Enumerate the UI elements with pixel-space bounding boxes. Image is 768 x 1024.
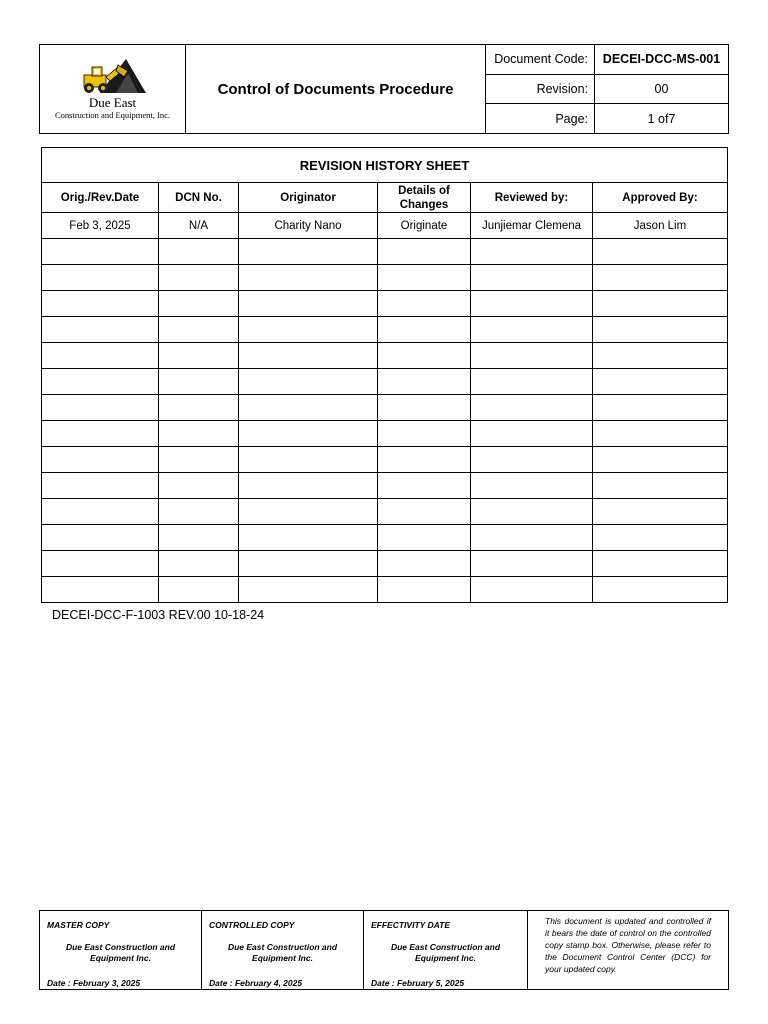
table-cell — [471, 447, 593, 473]
table-cell — [239, 421, 378, 447]
document-meta — [486, 45, 728, 133]
table-cell — [378, 265, 471, 291]
table-cell — [593, 395, 728, 421]
stamp-date: Date : February 5, 2025 — [371, 978, 465, 988]
table-row — [42, 239, 728, 265]
table-cell — [159, 551, 239, 577]
table-cell — [471, 473, 593, 499]
meta-label: Revision: — [486, 75, 595, 104]
table-cell — [159, 525, 239, 551]
table-cell — [378, 447, 471, 473]
table-cell — [159, 239, 239, 265]
table-cell — [378, 499, 471, 525]
controlled-copy-stamp — [202, 911, 364, 989]
table-cell — [42, 551, 159, 577]
column-header: Approved By: — [593, 183, 728, 213]
table-cell — [471, 525, 593, 551]
table-row — [42, 447, 728, 473]
table-cell — [239, 525, 378, 551]
table-cell — [42, 343, 159, 369]
table-cell — [159, 499, 239, 525]
table-cell: Jason Lim — [593, 213, 728, 239]
revision-value: 00 — [654, 82, 669, 96]
table-cell — [239, 291, 378, 317]
table-cell — [42, 499, 159, 525]
table-cell — [239, 551, 378, 577]
column-header: Reviewed by: — [471, 183, 593, 213]
document-code-value: DECEI-DCC-MS-001 — [602, 52, 721, 67]
table-cell: Originate — [378, 213, 471, 239]
table-cell — [593, 525, 728, 551]
column-header: Originator — [239, 183, 378, 213]
table-cell — [471, 291, 593, 317]
table-cell — [239, 499, 378, 525]
table-cell — [593, 343, 728, 369]
table-cell — [378, 343, 471, 369]
table-cell — [42, 421, 159, 447]
table-cell — [239, 317, 378, 343]
table-cell — [378, 239, 471, 265]
column-header: DCN No. — [159, 183, 239, 213]
stamp-date: Date : February 3, 2025 — [47, 978, 141, 988]
table-cell — [42, 577, 159, 603]
meta-row-page — [486, 104, 728, 133]
table-cell — [159, 395, 239, 421]
table-cell — [42, 317, 159, 343]
stamp-heading: CONTROLLED COPY — [209, 920, 295, 930]
table-cell — [471, 577, 593, 603]
table-cell — [593, 265, 728, 291]
table-cell — [42, 291, 159, 317]
table-row — [42, 525, 728, 551]
table-cell — [42, 265, 159, 291]
table-cell: Feb 3, 2025 — [42, 213, 159, 239]
table-cell — [378, 551, 471, 577]
table-cell — [42, 525, 159, 551]
table-cell — [159, 291, 239, 317]
table-cell — [159, 577, 239, 603]
stamp-heading: EFFECTIVITY DATE — [371, 920, 451, 930]
table-cell — [378, 317, 471, 343]
table-row — [42, 291, 728, 317]
table-cell: Charity Nano — [239, 213, 378, 239]
revision-table-body — [42, 213, 728, 603]
table-cell — [471, 421, 593, 447]
table-row — [42, 369, 728, 395]
table-row — [42, 343, 728, 369]
revision-history-title: REVISION HISTORY SHEET — [42, 148, 728, 183]
column-header: Details of Changes — [378, 183, 471, 213]
stamp-company: Due East Construction and Equipment Inc. — [227, 942, 338, 963]
table-row — [42, 317, 728, 343]
table-cell — [593, 577, 728, 603]
table-cell — [471, 317, 593, 343]
table-cell — [239, 343, 378, 369]
company-logo-cell — [40, 45, 186, 133]
table-cell — [593, 499, 728, 525]
table-cell — [593, 473, 728, 499]
column-header: Orig./Rev.Date — [42, 183, 159, 213]
table-cell — [42, 473, 159, 499]
table-cell — [42, 447, 159, 473]
table-cell: N/A — [159, 213, 239, 239]
stamp-company: Due East Construction and Equipment Inc. — [390, 942, 501, 963]
table-cell — [159, 421, 239, 447]
control-note-cell — [528, 911, 728, 989]
table-cell — [378, 395, 471, 421]
table-cell — [239, 447, 378, 473]
table-cell — [593, 317, 728, 343]
table-cell — [471, 265, 593, 291]
table-cell — [471, 551, 593, 577]
stamp-company: Due East Construction and Equipment Inc. — [65, 942, 176, 963]
table-cell — [471, 499, 593, 525]
loader-logo-icon — [78, 55, 148, 95]
meta-row-document-code — [486, 45, 728, 75]
table-row — [42, 473, 728, 499]
table-cell — [378, 291, 471, 317]
revision-history-table — [41, 147, 728, 603]
revision-header-row — [42, 183, 728, 213]
table-cell — [42, 369, 159, 395]
table-row — [42, 265, 728, 291]
master-copy-stamp — [40, 911, 202, 989]
meta-label: Page: — [486, 104, 595, 133]
table-cell — [239, 577, 378, 603]
table-cell — [593, 239, 728, 265]
company-logo-name: Due East — [88, 95, 137, 110]
table-cell — [239, 239, 378, 265]
table-cell — [159, 343, 239, 369]
control-stamp-box — [39, 910, 729, 990]
table-cell — [239, 395, 378, 421]
table-cell — [593, 551, 728, 577]
table-cell — [593, 291, 728, 317]
table-cell — [239, 265, 378, 291]
table-cell: Junjiemar Clemena — [471, 213, 593, 239]
table-cell — [159, 473, 239, 499]
table-cell — [471, 343, 593, 369]
table-cell — [42, 395, 159, 421]
meta-row-revision — [486, 75, 728, 105]
table-cell — [239, 369, 378, 395]
table-row — [42, 213, 728, 239]
control-note: This document is updated and controlled if it bears the date of control on the controlled copy stamp box. Otherwise, please refer to the Document Control Center (DCC) for your updated copy. — [545, 916, 711, 974]
table-cell — [471, 395, 593, 421]
table-row — [42, 577, 728, 603]
table-cell — [378, 473, 471, 499]
table-cell — [593, 369, 728, 395]
table-cell — [159, 369, 239, 395]
table-cell — [471, 369, 593, 395]
table-cell — [42, 239, 159, 265]
stamp-date: Date : February 4, 2025 — [209, 978, 303, 988]
table-cell — [378, 577, 471, 603]
meta-label: Document Code: — [486, 45, 595, 74]
table-row — [42, 499, 728, 525]
table-cell — [471, 239, 593, 265]
document-title: Control of Documents Procedure — [186, 45, 486, 133]
table-row — [42, 551, 728, 577]
table-row — [42, 421, 728, 447]
table-cell — [378, 369, 471, 395]
company-logo-subtitle: Construction and Equipment, Inc. — [55, 110, 170, 120]
document-header — [39, 44, 729, 134]
table-cell — [159, 317, 239, 343]
table-cell — [378, 525, 471, 551]
table-cell — [593, 421, 728, 447]
table-cell — [159, 265, 239, 291]
table-cell — [593, 447, 728, 473]
table-cell — [378, 421, 471, 447]
stamp-heading: MASTER COPY — [47, 920, 110, 930]
table-row — [42, 395, 728, 421]
form-code: DECEI-DCC-F-1003 REV.00 10-18-24 — [52, 608, 265, 622]
page-value: 1 of7 — [647, 111, 676, 126]
table-cell — [239, 473, 378, 499]
table-cell — [159, 447, 239, 473]
effectivity-date-stamp — [364, 911, 528, 989]
